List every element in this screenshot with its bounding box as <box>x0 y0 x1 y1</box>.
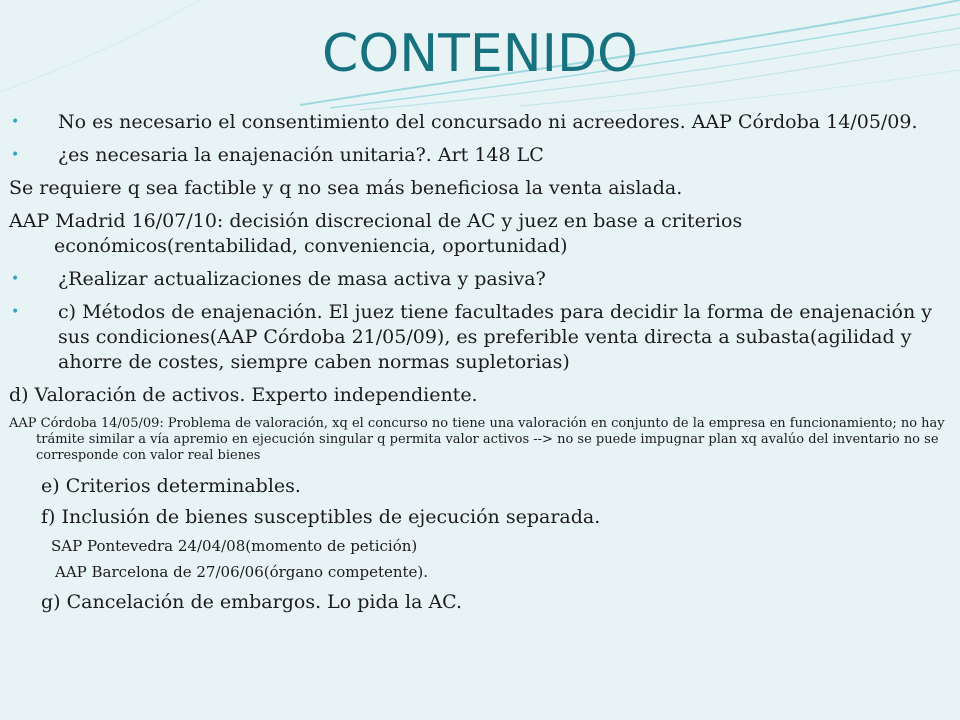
list-item <box>9 110 954 135</box>
bullet-icon: • <box>11 114 20 130</box>
slide-content <box>9 110 954 621</box>
paragraph: d) Valoración de activos. Experto independiente. <box>9 384 478 406</box>
bullet-icon: • <box>11 304 20 320</box>
slide-title: CONTENIDO <box>322 24 638 84</box>
bullet-icon: • <box>11 271 20 287</box>
bullet-icon: • <box>11 147 20 163</box>
citation: AAP Barcelona de 27/06/06(órgano competente). <box>55 563 429 581</box>
list-item-text: ¿Realizar actualizaciones de masa activa y pasiva? <box>58 268 546 290</box>
indented-item: e) Criterios determinables. <box>41 475 301 497</box>
list-item-text: ¿es necesaria la enajenación unitaria?. Art 148 LC <box>58 144 544 166</box>
small-paragraph: AAP Córdoba 14/05/09: Problema de valoración, xq el concurso no tiene una valoración en conjunto de la empresa en funcionamiento; no hay trámite similar a vía apremio en ejecución singular q permita valor activos --> no se puede impugnar plan xq avalúo del inventario no se corresponde con valor real bienes <box>9 416 945 463</box>
list-item <box>9 143 954 168</box>
list-item-text: No es necesario el consentimiento del concursado ni acreedores. AAP Córdoba 14/05/09. <box>58 111 918 133</box>
indented-item: f) Inclusión de bienes susceptibles de ejecución separada. <box>41 506 601 528</box>
paragraph: AAP Madrid 16/07/10: decisión discrecional de AC y juez en base a criterios económicos(rentabilidad, conveniencia, oportunidad) <box>9 210 743 257</box>
paragraph: Se requiere q sea factible y q no sea más beneficiosa la venta aislada. <box>9 177 683 199</box>
citation: SAP Pontevedra 24/04/08(momento de petición) <box>51 537 418 555</box>
list-item <box>9 267 954 292</box>
indented-item: g) Cancelación de embargos. Lo pida la AC. <box>41 591 463 613</box>
list-item <box>9 300 954 375</box>
list-item-text: c) Métodos de enajenación. El juez tiene facultades para decidir la forma de enajenación y sus condiciones(AAP Córdoba 21/05/09), es preferible venta directa a subasta(agilidad y ahorre de costes, siempre caben normas supletorias) <box>58 301 932 373</box>
